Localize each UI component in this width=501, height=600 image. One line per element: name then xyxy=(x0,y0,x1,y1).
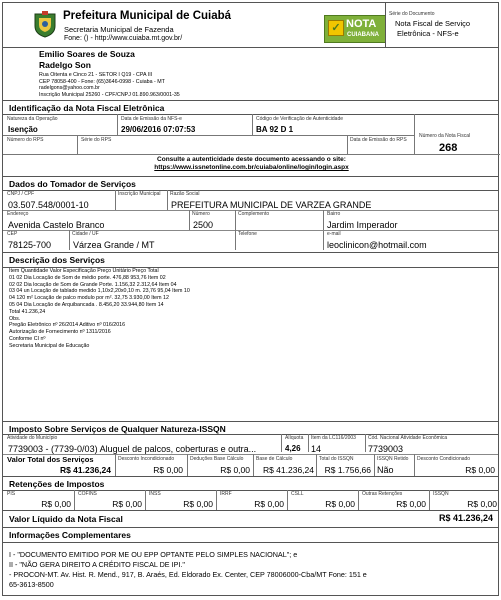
prestador-email: radelgons@yahoo.com.br xyxy=(39,85,100,91)
data-rps-label: Data de Emissão do RPS xyxy=(350,137,407,143)
valor-liquido-value: R$ 41.236,24 xyxy=(438,513,493,523)
tomador-complemento-label: Complemento xyxy=(238,211,270,217)
nota-cuiabana-logo xyxy=(324,15,386,43)
base-label: Base de Cálculo xyxy=(256,456,293,462)
tomador-inscricao-label: Inscrição Municipal xyxy=(118,191,161,197)
tomador-cnpj-value: 03.507.548/0001-10 xyxy=(8,200,89,210)
total-issqn-label: Total do ISSQN xyxy=(319,456,354,462)
complementares-section-title: Informações Complementares xyxy=(9,530,131,540)
valor-liquido-label: Valor Líquido da Nota Fiscal xyxy=(9,514,123,524)
retencoes-row xyxy=(3,490,500,510)
complementares-line: - PROCON-MT. Av. Hist. R. Mend., 917, B. Araés, Ed. Eldorado Ex. Center, CEP 78006000-Cba/MT Fone: 151 e xyxy=(9,570,367,579)
desc-cond-label: Desconto Condicionado xyxy=(417,456,471,462)
tomador-bairro-label: Bairro xyxy=(327,211,341,217)
complementares-line: II - "NÃO GERA DIREITO A CRÉDITO FISCAL DE IPI." xyxy=(9,560,185,569)
tomador-cep-value: 78125-700 xyxy=(8,240,52,250)
atividade-label: Atividade do Município xyxy=(7,435,58,441)
retencao-label: PIS xyxy=(7,491,16,497)
header-subtitle: Secretaria Municipal de Fazenda xyxy=(64,25,174,34)
nota-logo-text: NOTA xyxy=(346,18,377,30)
tomador-razao-label: Razão Social xyxy=(170,191,200,197)
doc-title-line2: Eletrônica - NFS-e xyxy=(397,29,459,38)
discriminacao-line: Obs. xyxy=(9,315,21,322)
discriminacao-line: Total 41.236,24 xyxy=(9,308,46,315)
retencao-issqn xyxy=(429,490,500,510)
issqn-retido-label: ISSQN Retido xyxy=(377,456,409,462)
retencao-cofins xyxy=(74,490,145,510)
retencao-label: Outras Retenções xyxy=(362,491,403,497)
tomador-endereco-value: Avenida Castelo Branco xyxy=(8,220,105,230)
codigo-verificacao-label: Código de Verificação de Autenticidade xyxy=(256,116,344,122)
complementares-line: 65-3613-8500 xyxy=(9,580,54,589)
prestador-name: Emilio Soares de Souza xyxy=(39,49,135,59)
discriminacao-section-title: Descrição dos Serviços xyxy=(9,255,105,265)
retencao-value: R$ 0,00 xyxy=(325,499,355,509)
discriminacao-line: Secretaria Municipal de Educação xyxy=(9,342,90,349)
retencoes-section-title: Retenções de Impostos xyxy=(9,479,105,489)
tomador-email-label: e-mail xyxy=(327,231,341,237)
identificacao-section-title: Identificação da Nota Fiscal Eletrônica xyxy=(9,103,165,113)
serie-documento-label: Série do Documento xyxy=(389,11,435,17)
retencao-irrf xyxy=(216,490,287,510)
tomador-cidade-value: Várzea Grande / MT xyxy=(73,240,155,250)
header-phone: Fone: () - http://www.cuiaba.mt.gov.br/ xyxy=(64,35,183,42)
data-emissao-label: Data de Emissão da NFS-e xyxy=(121,116,182,122)
retencao-value: R$ 0,00 xyxy=(254,499,284,509)
tomador-cidade-label: Cidade / UF xyxy=(72,231,99,237)
discriminacao-line: Conforme CI nº xyxy=(9,336,46,342)
tomador-email-value: leoclinicon@hotmail.com xyxy=(327,240,427,250)
prestador-fantasia: Radelgo Son xyxy=(39,60,91,70)
retencao-value: R$ 0,00 xyxy=(112,499,142,509)
prestador-cep-phone: CEP 78058-400 - Fone: (65)3646-0998 - Cuiaba - MT xyxy=(39,78,165,85)
deducoes-label: Deduções Base Cálculo xyxy=(190,456,244,462)
serie-rps-label: Série do RPS xyxy=(81,137,112,143)
valor-total-label: Valor Total dos Serviços xyxy=(7,455,94,464)
retencao-value: R$ 0,00 xyxy=(396,499,426,509)
numero-rps-label: Número do RPS xyxy=(7,137,44,143)
desc-incond-value: R$ 0,00 xyxy=(153,465,183,475)
discriminacao-line: Item Quantidade Valor Especificação Preço Unitário Preço Total xyxy=(9,268,159,274)
item-lc-value: 14 xyxy=(311,444,322,454)
atividade-value: 7739003 - (7739-0/03) Aluguel de palcos, coberturas e outra... xyxy=(8,444,257,454)
discriminacao-line: 02 02 Dia locação de Som de Grande Porte. 1.156,32 2.312,64 Item 04 xyxy=(9,281,177,288)
prestador-inscricao: Inscrição Municipal 25260 - CPF/CNPJ 01.890.963/0001-35 xyxy=(39,91,180,98)
deducoes-value: R$ 0,00 xyxy=(220,465,250,475)
retencao-label: INSS xyxy=(149,491,161,497)
nota-logo-check-icon: ✓ xyxy=(328,20,344,36)
retencao-label: COFINS xyxy=(78,491,97,497)
retencao-value: R$ 0,00 xyxy=(41,499,71,509)
tomador-cep-label: CEP xyxy=(7,231,18,237)
aliquota-label: Alíquota xyxy=(285,435,304,441)
codigo-verificacao-value: BA 92 D 1 xyxy=(256,125,294,134)
cod-nac-label: Cód. Nacional Atividade Econômica xyxy=(368,435,448,441)
tomador-cnpj-label: CNPJ / CPF xyxy=(7,191,35,197)
numero-nf-label: Número da Nota Fiscal xyxy=(419,133,471,139)
valor-total-value: R$ 41.236,24 xyxy=(59,465,111,475)
doc-title-line1: Nota Fiscal de Serviço xyxy=(395,19,471,28)
data-emissao-value: 29/06/2016 07:07:53 xyxy=(121,125,196,134)
discriminacao-line: 03 04 un Locação de tablado medido 1,10x2,20x0,10 m. 23,76 95,04 Item 10 xyxy=(9,288,190,295)
header-title: Prefeitura Municipal de Cuiabá xyxy=(63,10,232,22)
retencao-inss xyxy=(145,490,216,510)
consulte-text: Consulte a autenticidade deste documento acessando o site: xyxy=(157,156,346,163)
retencao-outras xyxy=(358,490,429,510)
desc-incond-label: Desconto Incondicionado xyxy=(118,456,175,462)
complementares-line: I - "DOCUMENTO EMITIDO POR ME OU EPP OPTANTE PELO SIMPLES NACIONAL"; e xyxy=(9,550,298,559)
aliquota-value: 4,26 xyxy=(285,444,301,453)
tomador-numero-value: 2500 xyxy=(193,220,214,230)
retencao-value: R$ 0,00 xyxy=(467,499,497,509)
cod-nac-value: 7739003 xyxy=(368,444,404,454)
prefeitura-crest-icon xyxy=(33,10,57,38)
total-issqn-value: R$ 1.756,66 xyxy=(324,465,371,475)
retencao-label: ISSQN xyxy=(433,491,449,497)
base-value: R$ 41.236,24 xyxy=(262,465,314,475)
tomador-section-title: Dados do Tomador de Serviços xyxy=(9,179,136,189)
imposto-section-title: Imposto Sobre Serviços de Qualquer Natureza-ISSQN xyxy=(9,424,226,434)
discriminacao-line: 01 02 Dia Locação de Som de médio porte. 476,88 953,76 Item 02 xyxy=(9,274,166,281)
retencao-csll xyxy=(287,490,358,510)
tomador-endereco-label: Endereço xyxy=(7,211,29,217)
consulte-link[interactable]: https://www.issnetonline.com.br/cuiaba/online/login/login.aspx xyxy=(154,164,349,171)
tomador-razao-value: PREFEITURA MUNICIPAL DE VARZEA GRANDE xyxy=(171,200,372,210)
prestador-address: Rua Oitenta e Cinco 21 - SETOR I Q19 - CPA III xyxy=(39,72,153,78)
issqn-retido-value: Não xyxy=(377,465,394,475)
tomador-numero-label: Número xyxy=(192,211,210,217)
desc-cond-value: R$ 0,00 xyxy=(465,465,495,475)
item-lc-label: Item da LC116/2003 xyxy=(311,435,356,441)
discriminacao-line: 05 04 Dia Locação de Arquibancada . 8.456,20 33.944,80 Item 14 xyxy=(9,302,164,308)
numero-nf-value: 268 xyxy=(439,142,458,154)
retencao-label: CSLL xyxy=(291,491,304,497)
discriminacao-line: 04 120 m² Locação de palco modulo por m². 32,75 3.930,00 Item 12 xyxy=(9,295,169,302)
retencao-label: IRRF xyxy=(220,491,232,497)
tomador-telefone-label: Telefone xyxy=(238,231,257,237)
natureza-label: Natureza da Operação xyxy=(7,116,58,122)
nfse-document xyxy=(2,2,499,596)
tomador-bairro-value: Jardim Imperador xyxy=(327,220,398,230)
discriminacao-line: Pregão Eletrônico nº 26/2014 Aditivo nº 016/2016 xyxy=(9,322,126,329)
discriminacao-line: Autorização de Fornecimento nº 1311/2016 xyxy=(9,329,111,336)
nota-logo-subtext: CUIABANA xyxy=(347,32,379,38)
natureza-value: Isenção xyxy=(8,125,38,134)
retencao-value: R$ 0,00 xyxy=(183,499,213,509)
retencao-pis xyxy=(3,490,74,510)
